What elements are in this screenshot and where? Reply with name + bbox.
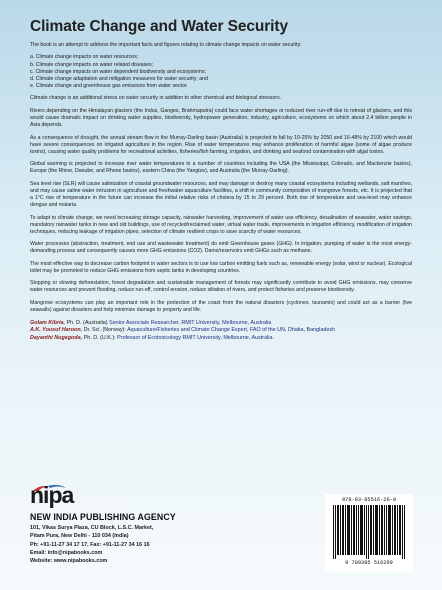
publisher-name: NEW INDIA PUBLISHING AGENCY [30,512,176,522]
author-name: Dayanthi Nugegoda, [30,335,83,342]
author-name: A.K. Yousuf Haroon, [30,327,83,334]
topic-item: a. Climate change impacts on water resources; [30,54,139,61]
publisher-logo [30,482,76,510]
topic-item: b. Climate change impacts on water related diseases; [30,61,154,68]
publisher-block [30,482,270,565]
body-paragraph: The most effective way to decrease carbon footprint in water sectors is to use low carbon emitting fuels such as, renewable energy (solar, wind or nuclear). Ecological toilet may be promoted to reduce GHG emissions from septic tanks in developing countries. [30,260,412,274]
author-affiliation: Aquaculture/Fisheries and Climate Change Expert, FAO of the UN, Dhaka, Bangladesh [127,327,336,334]
author-list [30,320,412,343]
publisher-address-line: 101, Vikas Surya Plaza, CU Block, L.S.C. Market, [30,525,154,531]
publisher-email: Email: info@nipabooks.com [30,549,103,556]
body-paragraph: Climate change is an additional stress on water security in addition to other chemical and biological stressors. [30,95,282,102]
body-paragraph: Global warming is projected to increase river water temperatures in a number of countries including the USA (the Mississippi, Colorado, and Mackenzie basins), Europe (the Rhine, Danube, and Rhone basins), eastern China (the Yangtze), and Australia (the Murray-Darling). [30,161,412,175]
barcode-icon [331,505,407,559]
author-name: Golam Kibria, [30,319,66,326]
body-paragraph: Stopping or slowing deforestation, forest degradation and sustainable management of forests may significantly contribute to avoid GHG emissions, may conserve water resources and prevent flooding, reduce run-off, control erosion, reduce siltation of rivers, and protect fisheries and preserve biodiversity. [30,280,412,294]
body-paragraph: Mangrove ecosystems can play an important role in the protection of the coast from the natural disasters (cyclones, tsunamis) and could act as a barrier (live seawalls) against disasters and help minimize damage to property and life. [30,299,412,314]
author-affiliation: Senior Associate Researcher, RMIT University, Melbourne, Australia [109,319,272,326]
isbn-barcode [325,494,413,572]
isbn-top-text: 978-93-85516-26-9 [341,497,397,503]
body-paragraph: To adapt to climate change, we need increasing storage capacity, rainwater harvesting, improvement of water use efficiency, desalination of seawater, water savings, mandatory rainwater tanks in new and old buildings, use of recycled/reclaimed water, virtual water trade, improvements in irrigation efficiency, modification of irrigation techniques, reducing leakage of irrigation pipes, selection of climate resilient crops to save scarcity of water resources. [30,214,412,235]
topic-item: d. Climate change adaptation and mitigation measures for water security; and [30,75,208,82]
logo-text: nipa [30,482,74,508]
author-entry [30,335,412,343]
body-paragraph: As a consequence of drought, the annual stream flow in the Murray-Darling basin (Australia) is projected to fall by 10-25% by 2050 and 16-48% by 2100 which would have severe consequences on irrigated agriculture in the region. Rise of water temperatures may enhance proliferation of harmful algae (some of algae produce toxins), causing water quality problems for recreational activities, fisheries/fish farming, irrigation, and drinking and seafood contamination with algal toxins. [30,134,412,155]
author-degree: Ph. D. (Australia) [65,319,110,326]
author-degree: Dr. Sci. (Norway): [82,327,128,334]
author-degree: Ph. D. (U.K.): [82,335,118,342]
publisher-website: Website: www.nipabooks.com [30,558,108,565]
author-entry [30,320,412,328]
author-entry [30,327,412,335]
author-affiliation: Professor of Ecotoxicology RMIT University, Melbourne, Australia. [117,335,274,342]
topic-item: e. Climate change and greenhouse gas emissions from water sector. [30,82,188,89]
isbn-bottom-text: 9 789385 516269 [345,560,393,566]
topic-list [30,54,412,89]
body-paragraph: Water processes (abstraction, treatment, end use and wastewater treatment) do emit Greenhouse gases (GHG). In irrigation, pumping of water is the most energy-demanding process and consequently causes more GHG emissions (CO2). Dams/reservoirs emit GHGs such as methane. [30,241,412,255]
publisher-address-line: Pitam Pura, New Delhi - 110 034 (India) [30,533,129,540]
body-paragraph: Rivers depending on the Himalayan glaciers (the Indus, Ganges, Brahmaputra) could face water shortages or reduced river run-off due to retreat of glaciers, and this would cause dramatic impact on drinking water supplies, biodiversity, hydropower generation, industry, agriculture, ecosystems on which about 2.4 billion people in Asia depends. [30,107,412,129]
intro-text: The book is an attempt to address the important facts and figures relating to climate change impacts on water security: [30,42,302,48]
publisher-phone: Ph: +91-11-27 34 17 17, Fax: +91-11-27 34 16 16 [30,541,150,548]
book-title: Climate Change and Water Security [30,18,288,35]
body-paragraph: Sea level rise (SLR) will cause salinization of coastal groundwater resources, and may damage or destroy many coastal ecosystems including wetlands, salt marshes, and may cause saline water intrusion in agriculture and freshwater aquaculture facilities, a shift in community composition of mangrove forests, etc. It is projected that a 1°C rise of temperature in the future can increase the initial relative risks of cholera by 15 to 29 percent. Both rise of temperature and sea-level may enhance dengue and malaria. [30,180,412,209]
topic-item: c. Climate change impacts on water dependent biodiversity and ecosystems; [30,68,206,75]
cover-blurb [30,42,412,343]
